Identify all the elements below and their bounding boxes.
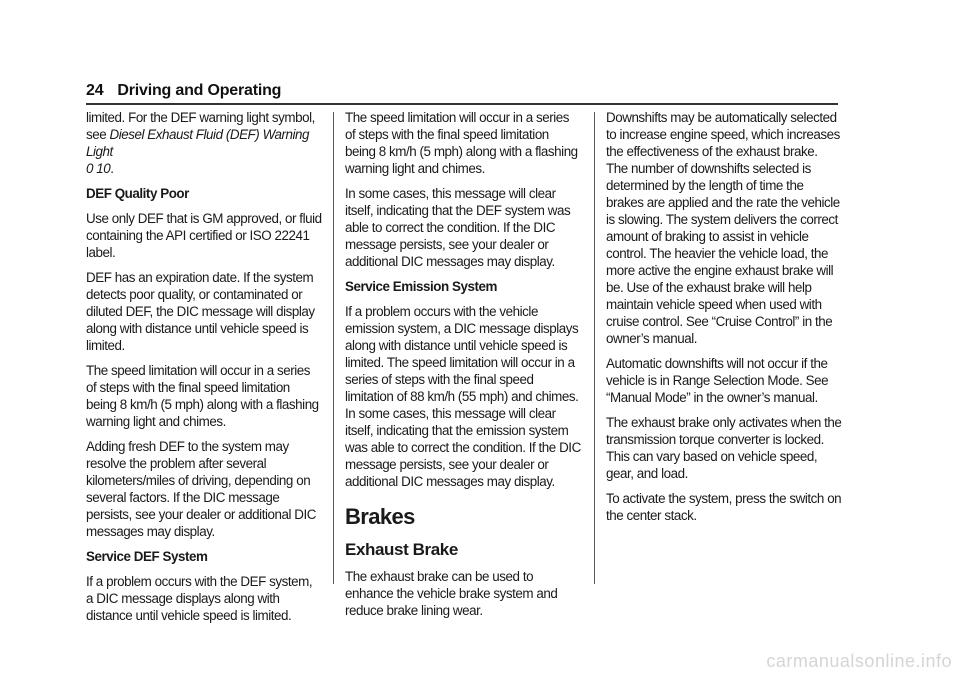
- paragraph: If a problem occurs with the DEF system, a DIC message displays along with distance until vehicle speed is limited.: [86, 574, 313, 623]
- subheading-service-emission-system: Service Emission System: [345, 279, 497, 294]
- column-3: [606, 109, 842, 532]
- header-rule: [86, 103, 838, 105]
- watermark: carmanualsonline.info: [766, 651, 952, 671]
- paragraph: The exhaust brake only activates when the transmission torque converter is locked. This can vary based on vehicle speed, gear, and load.: [606, 415, 842, 481]
- column-divider: [594, 112, 595, 584]
- column-2: [345, 109, 581, 627]
- subheading-def-quality-poor: DEF Quality Poor: [86, 186, 189, 201]
- paragraph: Adding fresh DEF to the system may resolve the problem after several kilometers/miles of driving, depending on several factors. If the DIC message persists, see your dealer or additional DIC messages may display.: [86, 439, 316, 539]
- page-header: [86, 82, 281, 100]
- column-1: [86, 109, 322, 632]
- paragraph: The speed limitation will occur in a series of steps with the final speed limitation being 8 km/h (5 mph) along with a flashing warning light and chimes.: [345, 110, 578, 176]
- cross-reference-page[interactable]: 10: [96, 161, 111, 176]
- paragraph: [86, 109, 322, 177]
- section-title: Driving and Operating: [117, 82, 282, 99]
- paragraph: To activate the system, press the switch on the center stack.: [606, 491, 842, 523]
- column-divider: [333, 112, 334, 584]
- paragraph-text: .: [110, 161, 114, 176]
- heading-exhaust-brake: Exhaust Brake: [345, 540, 458, 559]
- paragraph: If a problem occurs with the vehicle emission system, a DIC message displays along with distance until vehicle speed is limited. The speed limitation will occur in a series of steps with the final speed limitation of 88 km/h (55 mph) and chimes. In some cases, this message will clear itself, indicating that the emission system was able to correct the condition. If the DIC message persists, see your dealer or additional DIC messages may display.: [345, 304, 581, 489]
- paragraph: Downshifts may be automatically selected to increase engine speed, which increases the effectiveness of the exhaust brake. The number of downshifts selected is determined by the length of time the brakes are applied and the rate the vehicle is slowing. The system delivers the correct amount of braking to assist in vehicle control. The heavier the vehicle load, the more active the engine exhaust brake will be. Use of the exhaust brake will help maintain vehicle speed when used with cruise control. See “Cruise Control” in the owner’s manual.: [606, 110, 840, 346]
- paragraph-text: limited. For the DEF warning light symbol, see: [86, 110, 315, 142]
- paragraph: Use only DEF that is GM approved, or fluid containing the API certified or ISO 22241 label.: [86, 211, 322, 260]
- page-number: 24: [86, 82, 104, 99]
- paragraph: DEF has an expiration date. If the system detects poor quality, or contaminated or diluted DEF, the DIC message will display along with distance until vehicle speed is limited.: [86, 270, 315, 353]
- paragraph: Automatic downshifts will not occur if the vehicle is in Range Selection Mode. See “Manual Mode” in the owner’s manual.: [606, 356, 829, 405]
- cross-reference-link[interactable]: Diesel Exhaust Fluid (DEF) Warning Light: [86, 127, 310, 159]
- heading-brakes: Brakes: [345, 504, 415, 529]
- paragraph: The speed limitation will occur in a series of steps with the final speed limitation being 8 km/h (5 mph) along with a flashing warning light and chimes.: [86, 363, 319, 429]
- subheading-service-def-system: Service DEF System: [86, 549, 208, 564]
- paragraph: In some cases, this message will clear itself, indicating that the DEF system was able to correct the condition. If the DIC message persists, see your dealer or additional DIC messages may display.: [345, 186, 571, 269]
- paragraph: The exhaust brake can be used to enhance the vehicle brake system and reduce brake lining wear.: [345, 569, 558, 618]
- page-ref-arrow-icon: 0: [86, 161, 93, 176]
